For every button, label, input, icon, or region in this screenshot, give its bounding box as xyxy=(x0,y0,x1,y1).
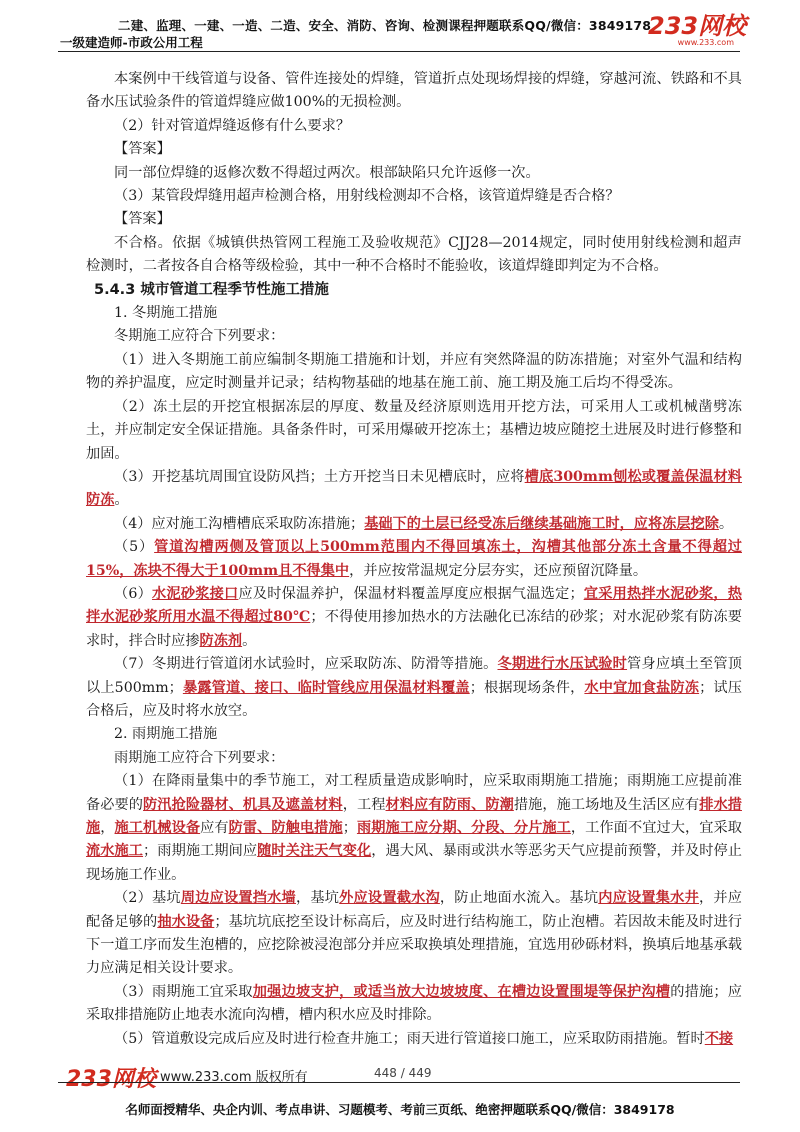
emphasis-text: 外应设置截水沟 xyxy=(339,890,440,907)
paragraph: 不合格。依据《城镇供热管网工程施工及验收规范》CJJ28—2014规定，同时使用射线检测和超声检测时，二者按各自合格等级检验，其中一种不合格时不能验收，该道焊缝即判定为不合格。 xyxy=(86,234,742,275)
paragraph xyxy=(86,887,742,981)
emphasis-text: 施工机械设备 xyxy=(114,820,201,836)
emphasis-text: 排水措施 xyxy=(86,796,742,836)
paragraph: （1）进入冬期施工前应编制冬期施工措施和计划，并应有突然降温的防冻措施；对室外气温和结构物的养护温度，应定时测量并记录；结构物基础的地基在施工前、施工期及施工后均不得受冻。 xyxy=(86,351,742,392)
text-run: （3）开挖基坑周围宜设防风挡；土方开挖当日未见槽底时，应将 xyxy=(114,468,525,485)
emphasis-text: 抽水设备 xyxy=(157,913,215,930)
paragraph xyxy=(86,1028,742,1051)
brand-logo-text: 233网校 xyxy=(648,12,747,40)
text-run: 措施，施工场地及生活区应有 xyxy=(513,796,700,813)
section-heading: 5.4.3 城市管道工程季节性施工措施 xyxy=(94,281,329,298)
paragraph xyxy=(86,770,742,887)
page-header xyxy=(0,0,800,60)
question: （3）某管段焊缝用超声检测合格，用射线检测却不合格，该管道焊缝是否合格？ xyxy=(114,188,620,205)
header-contact-line: 二建、监理、一建、一造、二造、安全、消防、咨询、检测课程押题联系QQ/微信：3849178 xyxy=(118,18,652,33)
text-run: （5） xyxy=(114,539,155,556)
answer-label: 【答案】 xyxy=(114,211,171,228)
text-run: ；根据现场条件， xyxy=(469,679,585,696)
header-subject-line: 一级建造师-市政公用工程 xyxy=(60,35,203,50)
text-run: ；基坑坑底挖至设计标高后，应及时进行结构施工，防止泡槽。若因故未能及时进行下一道工序而发生泡槽的，应挖除被浸泡部分并应采取换填处理措施，宜选用砂砾材料，换填后地基承载力应满足相关设计要求。 xyxy=(86,913,742,977)
text-run: ；雨期施工期间应 xyxy=(143,843,258,860)
paragraph xyxy=(86,653,742,723)
emphasis-text: 加强边坡支护，或适当放大边坡坡度、在槽边设置围堤等保护沟槽 xyxy=(252,983,671,1000)
emphasis-text: 随时关注天气变化 xyxy=(257,843,372,860)
text-run: ，工程 xyxy=(342,796,386,813)
emphasis-text: 管道沟槽两侧及管顶以上500mm范围内不得回填冻土，沟槽其他部分冻土含量不得超过15%，冻块不得大于100mm且不得集中 xyxy=(86,539,742,579)
text-run: （6） xyxy=(114,585,153,602)
text-run: （7）冬期进行管道闭水试验时，应采取防冻、防滑等措施。 xyxy=(114,656,498,673)
question: （2）针对管道焊缝返修有什么要求？ xyxy=(114,117,351,134)
emphasis-text: 周边应设置挡水墙 xyxy=(180,890,296,907)
text-run: （1）在降雨量集中的季节施工，对工程质量造成影响时，应采取雨期施工措施；雨期施工应提前准备必要的 xyxy=(86,773,742,813)
emphasis-text: 防汛抢险器材、机具及遮盖材料 xyxy=(143,796,343,813)
text-run: 。 xyxy=(114,492,129,509)
text-run: ，并应按常温规定分层夯实，还应预留沉降量。 xyxy=(349,562,648,579)
emphasis-text: 不接 xyxy=(704,1030,734,1047)
text-run: ， xyxy=(100,820,115,836)
paragraph xyxy=(86,513,742,536)
subsection-title: 1. 冬期施工措施 xyxy=(114,305,218,322)
text-run: ； xyxy=(342,820,357,836)
page-number: 448 / 449 xyxy=(374,1066,432,1080)
footer-contact-line: 名师面授精华、央企内训、考点串讲、习题模考、考前三页纸、绝密押题联系QQ/微信：3849178 xyxy=(125,1102,675,1117)
emphasis-text: 槽底300mm刨松或覆盖保温材料防冻 xyxy=(86,468,742,509)
emphasis-text: 防雷、防触电措施 xyxy=(228,820,343,836)
text-run: （5）管道敷设完成后应及时进行检查井施工；雨天进行管道接口施工，应采取防雨措施。暂时 xyxy=(114,1030,705,1047)
emphasis-text: 宜采用热拌水泥砂浆，热拌水泥砂浆所用水温不得超过80℃ xyxy=(86,585,742,626)
paragraph: 本案例中干线管道与设备、管件连接处的焊缝，管道折点处现场焊接的焊缝，穿越河流、铁路和不具备水压试验条件的管道焊缝应做100%的无损检测。 xyxy=(86,71,742,111)
text-run: 的措施；应采取排措施防止地表水流向沟槽，槽内积水应及时排除。 xyxy=(86,983,742,1024)
emphasis-text: 流水施工 xyxy=(86,843,144,860)
emphasis-text: 暴露管道、接口、临时管线应用保温材料覆盖 xyxy=(182,679,470,696)
text-run: 。 xyxy=(242,632,257,649)
emphasis-text: 防冻剂 xyxy=(199,632,243,649)
paragraph xyxy=(86,536,742,583)
text-run: ；不得使用掺加热水的方法融化已冻结的砂浆；对水泥砂浆有防冻要求时，拌合时应掺 xyxy=(86,609,742,649)
text-run: （4）应对施工沟槽槽底采取防冻措施； xyxy=(114,515,365,532)
paragraph: （2）冻土层的开挖宜根据冻层的厚度、数量及经济原则选用开挖方法，可采用人工或机械凿劈冻土，并应制定安全保证措施。具备条件时，可采用爆破开挖冻土；基槽边坡应随挖土进展及时进行修整和加固。 xyxy=(86,398,742,462)
text-run: ；试压合格后，应及时将水放空。 xyxy=(86,679,742,719)
footer-rule xyxy=(58,1082,740,1083)
text-run: （3）雨期施工宜采取 xyxy=(114,983,253,1000)
emphasis-text: 冬期进行水压试验时 xyxy=(497,656,628,673)
text-run: ，遇大风、暴雨或洪水等恶劣天气应提前预警，并及时停止现场施工作业。 xyxy=(86,843,742,883)
text-run: 管身应填土至管顶以上500mm； xyxy=(86,656,742,696)
paragraph: 雨期施工应符合下列要求： xyxy=(114,749,285,766)
paragraph xyxy=(86,583,742,653)
subsection-title: 2. 雨期施工措施 xyxy=(114,726,218,743)
document-body xyxy=(86,68,742,1051)
footer-copyright: www.233.com 版权所有 xyxy=(160,1070,308,1085)
emphasis-text: 水泥砂浆接口 xyxy=(152,585,239,602)
paragraph xyxy=(86,466,742,513)
answer-label: 【答案】 xyxy=(114,141,171,158)
text-run: 应及时保温养护，保温材料覆盖厚度应根据气温选定； xyxy=(238,585,584,602)
text-run: ，基坑 xyxy=(295,890,340,907)
emphasis-text: 基础下的土层已经受冻后继续基础施工时，应将冻层挖除 xyxy=(364,515,719,532)
emphasis-text: 水中宜加食盐防冻 xyxy=(584,679,700,696)
text-run: ，并应配备足够的 xyxy=(86,890,742,930)
text-run: ，防止地面水流入。基坑 xyxy=(439,890,599,907)
page-footer xyxy=(0,1060,800,1132)
brand-logo xyxy=(648,12,747,48)
paragraph: 同一部位焊缝的返修次数不得超过两次。根部缺陷只允许返修一次。 xyxy=(114,164,540,181)
footer-logo: 233网校 xyxy=(66,1067,156,1092)
text-run: 应有 xyxy=(200,820,229,836)
text-run: ，工作面不宜过大，宜采取 xyxy=(570,820,742,836)
paragraph xyxy=(86,981,742,1028)
emphasis-text: 内应设置集水井 xyxy=(598,890,699,907)
emphasis-text: 材料应有防雨、防潮 xyxy=(385,796,514,813)
text-run: 。 xyxy=(718,515,734,532)
paragraph: 冬期施工应符合下列要求： xyxy=(114,328,285,345)
header-rule xyxy=(58,51,740,52)
brand-logo-sub: www.233.com xyxy=(677,38,734,47)
text-run: （2）基坑 xyxy=(114,890,181,907)
emphasis-text: 雨期施工应分期、分段、分片施工 xyxy=(356,820,571,836)
